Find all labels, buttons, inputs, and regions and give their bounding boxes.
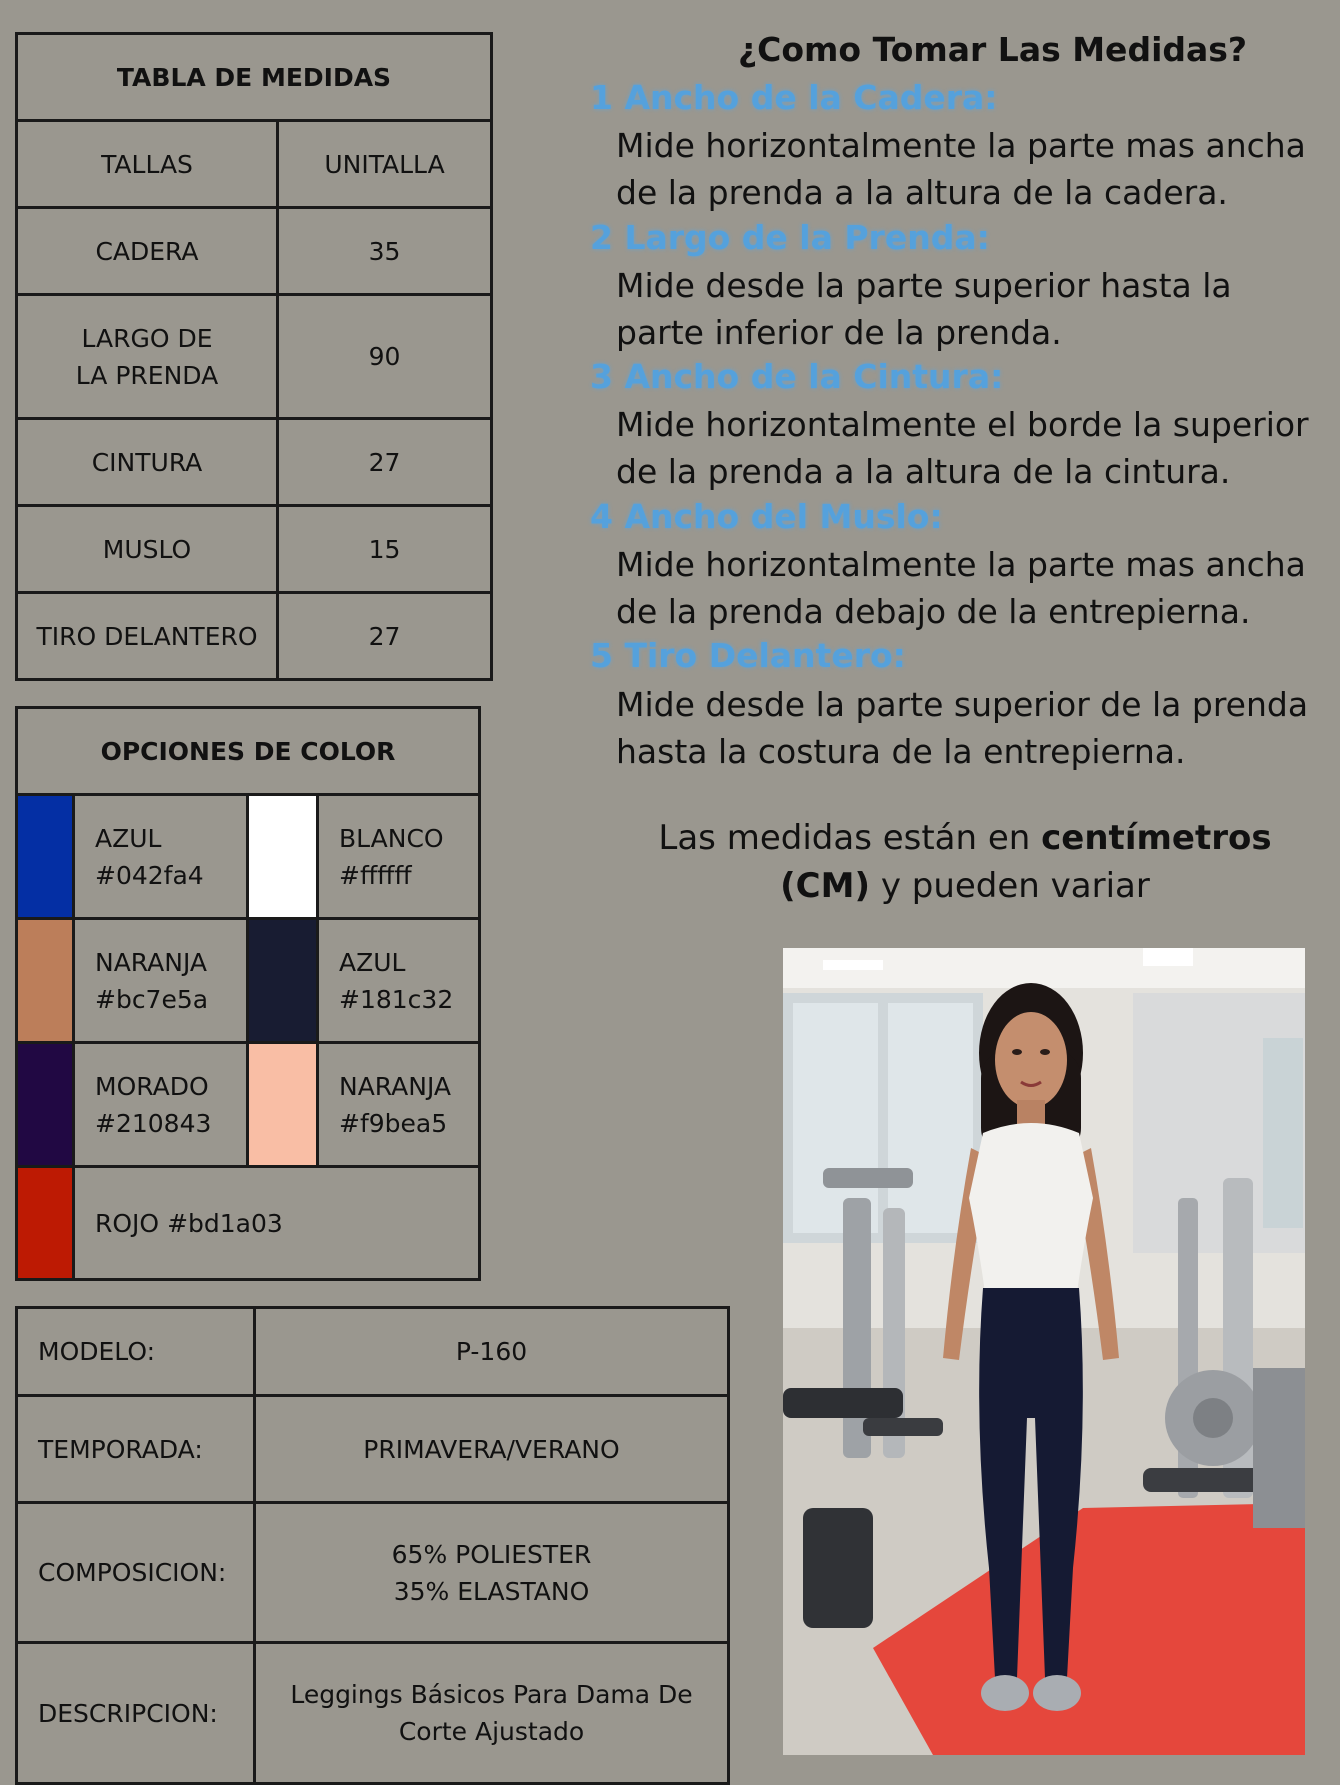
- color-label: [319, 796, 478, 917]
- info-label: COMPOSICION:: [18, 1504, 256, 1641]
- color-name: AZUL: [95, 823, 162, 853]
- product-info-table: [15, 1306, 730, 1785]
- size-row-label: CADERA: [18, 209, 279, 293]
- size-row-value: 27: [368, 621, 401, 651]
- info-value-line: P-160: [455, 1337, 528, 1366]
- info-label: TEMPORADA:: [18, 1397, 256, 1501]
- step-description: [616, 541, 1316, 635]
- size-row-label: CINTURA: [18, 420, 279, 504]
- size-header-label: TALLAS: [18, 122, 279, 206]
- color-label: [319, 1044, 478, 1165]
- table-row: [18, 1504, 727, 1644]
- color-name: BLANCO: [339, 823, 444, 853]
- color-name: NARANJA: [95, 947, 207, 977]
- color-swatch: [249, 1044, 319, 1165]
- table-row: [18, 420, 490, 507]
- color-name: MORADO: [95, 1071, 209, 1101]
- size-row-value: 90: [368, 342, 401, 371]
- color-swatch: [18, 920, 75, 1041]
- size-row-value: 27: [368, 447, 401, 477]
- color-hex: #bd1a03: [167, 1208, 283, 1238]
- step-line: hasta la costura de la entrepierna.: [616, 732, 1186, 771]
- color-swatch: [18, 796, 75, 917]
- size-row-label: LARGO DE LA PRENDA: [18, 296, 279, 417]
- table-row: [18, 1397, 727, 1504]
- step-description: [616, 401, 1316, 495]
- table-row: [18, 594, 490, 678]
- color-table-title: OPCIONES DE COLOR: [18, 709, 478, 796]
- color-hex: #f9bea5: [339, 1108, 448, 1138]
- step-line: Mide horizontalmente la parte mas ancha: [616, 545, 1306, 584]
- color-hex: #ffffff: [339, 860, 412, 890]
- step-line: de la prenda a la altura de la cintura.: [616, 452, 1231, 491]
- color-label: [75, 1168, 478, 1278]
- step-description: [616, 262, 1316, 356]
- size-row-label: TIRO DELANTERO: [18, 594, 279, 678]
- info-value: [256, 1504, 727, 1641]
- info-value-line: PRIMAVERA/VERANO: [363, 1434, 620, 1464]
- info-value: [256, 1309, 727, 1394]
- info-value: [256, 1397, 727, 1501]
- color-swatch: [249, 796, 319, 917]
- howto-title: ¿Como Tomar Las Medidas?: [738, 30, 1248, 69]
- step-line: Mide horizontalmente el borde la superior: [616, 405, 1309, 444]
- color-label: [319, 920, 478, 1041]
- step-heading: 1 Ancho de la Cadera:: [590, 78, 998, 117]
- step-line: de la prenda a la altura de la cadera.: [616, 173, 1228, 212]
- color-label: [75, 796, 249, 917]
- size-row-value: 15: [368, 534, 401, 564]
- size-row-label: MUSLO: [18, 507, 279, 591]
- color-swatch: [249, 920, 319, 1041]
- table-row: [18, 507, 490, 594]
- color-hex: #210843: [95, 1108, 212, 1138]
- step-heading: 2 Largo de la Prenda:: [590, 218, 990, 257]
- step-heading: 3 Ancho de la Cintura:: [590, 357, 1004, 396]
- color-hex: #181c32: [339, 984, 454, 1014]
- step-description: [616, 681, 1316, 775]
- size-table: [15, 32, 493, 681]
- color-row: [18, 796, 478, 920]
- color-row: [18, 1168, 478, 1278]
- step-description: [616, 122, 1316, 216]
- size-table-title: TABLA DE MEDIDAS: [18, 35, 490, 122]
- color-row: [18, 920, 478, 1044]
- info-value: [256, 1644, 727, 1782]
- color-swatch: [18, 1044, 75, 1165]
- step-line: Mide desde la parte superior de la prenda: [616, 685, 1309, 724]
- units-note: [640, 814, 1290, 910]
- info-label: DESCRIPCION:: [18, 1644, 256, 1782]
- product-photo: [783, 948, 1305, 1755]
- step-line: Mide desde la parte superior hasta la: [616, 266, 1232, 305]
- info-label: MODELO:: [18, 1309, 256, 1394]
- color-options-table: [15, 706, 481, 1281]
- color-label: [75, 920, 249, 1041]
- step-line: Mide horizontalmente la parte mas ancha: [616, 126, 1306, 165]
- step-heading: 5 Tiro Delantero:: [590, 636, 906, 675]
- step-heading: 4 Ancho del Muslo:: [590, 497, 943, 536]
- size-table-header-row: [18, 122, 490, 209]
- info-value-line: 65% POLIESTER: [391, 1539, 592, 1569]
- color-swatch: [18, 1168, 75, 1278]
- color-label: [75, 1044, 249, 1165]
- table-row: [18, 209, 490, 296]
- units-note-suffix: y pueden variar: [870, 866, 1150, 906]
- color-row: [18, 1044, 478, 1168]
- table-row: [18, 296, 490, 420]
- info-value-line: Corte Ajustado: [398, 1717, 585, 1746]
- units-note-bold-units: centímetros: [1041, 818, 1272, 858]
- info-value-line: Leggings Básicos Para Dama De: [290, 1680, 693, 1709]
- units-note-prefix: Las medidas están en: [658, 818, 1042, 858]
- table-row: [18, 1309, 727, 1397]
- color-name: NARANJA: [339, 1071, 451, 1101]
- size-header-value: UNITALLA: [324, 149, 445, 179]
- color-name: AZUL: [339, 947, 406, 977]
- info-value-line: 35% ELASTANO: [393, 1576, 590, 1606]
- color-hex: #bc7e5a: [95, 984, 209, 1014]
- color-name: ROJO: [95, 1208, 160, 1238]
- step-line: de la prenda debajo de la entrepierna.: [616, 592, 1251, 631]
- units-note-bold-cm: (CM): [780, 866, 871, 906]
- gym-model-illustration: [783, 948, 1305, 1755]
- size-row-value: 35: [368, 236, 401, 266]
- table-row: [18, 1644, 727, 1782]
- step-line: parte inferior de la prenda.: [616, 313, 1062, 352]
- color-hex: #042fa4: [95, 860, 204, 890]
